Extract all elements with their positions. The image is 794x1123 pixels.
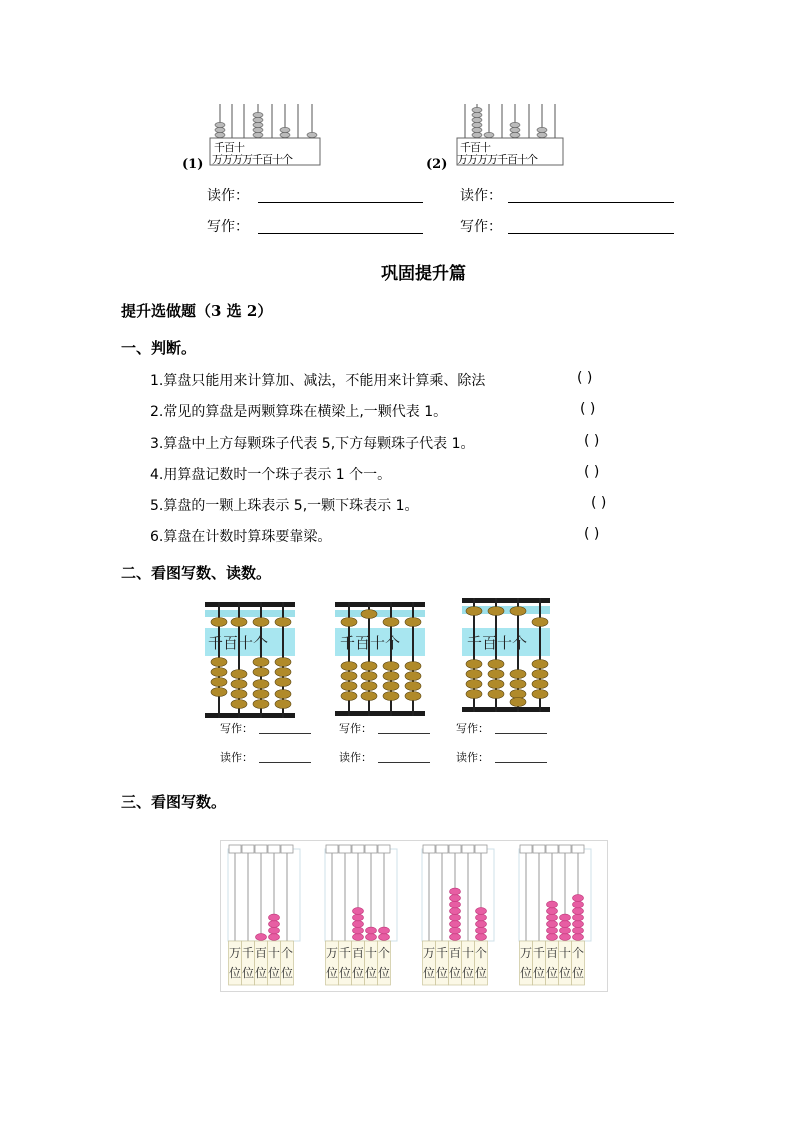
- place-label-bottom: 位: [280, 966, 294, 980]
- abacus-c-read-label: 读作：: [456, 751, 489, 764]
- place-label-top: 千: [338, 946, 352, 960]
- counting-bead: [573, 908, 584, 915]
- abacus-b: [335, 602, 425, 716]
- place-label-bottom: 位: [448, 966, 462, 980]
- abacus-a-write-blank[interactable]: [259, 733, 311, 734]
- place-label-bottom: 位: [558, 966, 572, 980]
- counting-bead: [476, 914, 487, 921]
- abacus-a-label: 千百十个: [208, 634, 269, 652]
- counting-bead: [573, 921, 584, 928]
- rod-cap: [255, 845, 267, 853]
- abacus-c: [462, 598, 550, 712]
- rod-cap: [559, 845, 571, 853]
- abacus-c-write-label: 写作：: [456, 722, 489, 735]
- counting-bead: [256, 934, 267, 941]
- counting-bead: [269, 921, 280, 928]
- abacus-b-read-blank[interactable]: [378, 762, 430, 763]
- abacus-a: [205, 602, 295, 718]
- counting-bead: [573, 895, 584, 902]
- counting-bead: [547, 908, 558, 915]
- counting-bead: [450, 934, 461, 941]
- rod-cap: [378, 845, 390, 853]
- abacus-a-read-blank[interactable]: [259, 762, 311, 763]
- question-4: 4.用算盘记数时一个珠子表示 1 个一。: [150, 467, 392, 483]
- counting-bead: [366, 934, 377, 941]
- rod-cap: [268, 845, 280, 853]
- place-label-bottom: 位: [228, 966, 242, 980]
- place-label-bottom: 位: [377, 966, 391, 980]
- counting-bead: [573, 901, 584, 908]
- abacus-c-write-blank[interactable]: [495, 733, 547, 734]
- counting-bead: [547, 921, 558, 928]
- item-1-write-label: 写作：: [207, 219, 249, 235]
- place-label-top: 千: [532, 946, 546, 960]
- rod-cap: [229, 845, 241, 853]
- section-3-title: 三、看图写数。: [121, 793, 227, 811]
- rod-cap: [326, 845, 338, 853]
- counting-bead: [573, 927, 584, 934]
- counting-bead: [560, 934, 571, 941]
- counting-bead: [353, 921, 364, 928]
- rod-cap: [281, 845, 293, 853]
- section-1-title: 一、判断。: [121, 339, 197, 357]
- item-1-read-label: 读作：: [207, 188, 249, 204]
- place-label-bottom: 位: [325, 966, 339, 980]
- answer-paren-1[interactable]: ( ): [577, 370, 593, 386]
- counting-bead: [269, 927, 280, 934]
- abacus-b-write-blank[interactable]: [378, 733, 430, 734]
- counting-bead: [353, 914, 364, 921]
- answer-paren-2[interactable]: ( ): [580, 401, 596, 417]
- place-label-bottom: 位: [435, 966, 449, 980]
- abacus-c-read-blank[interactable]: [495, 762, 547, 763]
- rod-cap: [365, 845, 377, 853]
- counting-bead: [450, 895, 461, 902]
- question-6: 6.算盘在计数时算珠要靠梁。: [150, 529, 332, 545]
- place-label-top: 万: [422, 946, 436, 960]
- place-label-top: 千: [241, 946, 255, 960]
- item-1-label: (1): [182, 157, 204, 172]
- counting-bead: [560, 921, 571, 928]
- rod-cap: [475, 845, 487, 853]
- abacus-2-top-labels: 千百十: [460, 141, 490, 154]
- item-2-write-blank[interactable]: [508, 233, 674, 234]
- place-label-top: 十: [267, 946, 281, 960]
- abacus-b-read-label: 读作：: [339, 751, 372, 764]
- rod-cap: [436, 845, 448, 853]
- place-label-top: 百: [448, 946, 462, 960]
- place-label-top: 百: [351, 946, 365, 960]
- counting-bead: [547, 914, 558, 921]
- answer-paren-4[interactable]: ( ): [584, 464, 600, 480]
- rod-cap: [520, 845, 532, 853]
- place-label-top: 十: [558, 946, 572, 960]
- counting-bead: [476, 908, 487, 915]
- counting-bead: [476, 921, 487, 928]
- counting-bead: [547, 901, 558, 908]
- abacus-b-label: 千百十个: [340, 634, 401, 652]
- place-label-bottom: 位: [461, 966, 475, 980]
- question-5: 5.算盘的一颗上珠表示 5,一颗下珠表示 1。: [150, 498, 419, 514]
- frame-outline: [228, 849, 300, 941]
- rod-cap: [423, 845, 435, 853]
- place-label-top: 万: [325, 946, 339, 960]
- counting-bead: [560, 914, 571, 921]
- counting-bead: [450, 927, 461, 934]
- item-2-write-label: 写作：: [460, 219, 502, 235]
- counting-bead: [366, 927, 377, 934]
- counting-bead: [476, 934, 487, 941]
- place-label-top: 万: [228, 946, 242, 960]
- elective-title: 提升选做题（3 选 2）: [121, 302, 273, 320]
- counting-bead: [560, 927, 571, 934]
- rod-cap: [339, 845, 351, 853]
- counting-frames-drawing: [221, 841, 607, 991]
- place-label-bottom: 位: [571, 966, 585, 980]
- counting-bead: [450, 921, 461, 928]
- counting-bead: [450, 908, 461, 915]
- counting-bead: [269, 934, 280, 941]
- answer-paren-3[interactable]: ( ): [584, 433, 600, 449]
- place-label-top: 百: [545, 946, 559, 960]
- abacus-c-label: 千百十个: [467, 634, 528, 652]
- place-label-bottom: 位: [519, 966, 533, 980]
- rod-cap: [533, 845, 545, 853]
- abacus-a-read-label: 读作：: [220, 751, 253, 764]
- counting-frames: [220, 840, 608, 992]
- rod-cap: [449, 845, 461, 853]
- rod-cap: [572, 845, 584, 853]
- place-label-bottom: 位: [241, 966, 255, 980]
- question-1: 1.算盘只能用来计算加、减法，不能用来计算乘、除法: [150, 373, 486, 389]
- place-label-bottom: 位: [364, 966, 378, 980]
- abacus-b-write-label: 写作：: [339, 722, 372, 735]
- item-2-label: (2): [426, 157, 448, 172]
- counting-bead: [379, 934, 390, 941]
- place-label-bottom: 位: [532, 966, 546, 980]
- answer-paren-5[interactable]: ( ): [591, 495, 607, 511]
- section-2-title: 二、看图写数、读数。: [121, 564, 272, 582]
- place-label-top: 万: [519, 946, 533, 960]
- item-2-read-label: 读作：: [460, 188, 502, 204]
- answer-paren-6[interactable]: ( ): [584, 526, 600, 542]
- place-label-top: 十: [461, 946, 475, 960]
- counting-bead: [450, 888, 461, 895]
- place-label-top: 百: [254, 946, 268, 960]
- question-2: 2.常见的算盘是两颗算珠在横梁上,一颗代表 1。: [150, 404, 448, 420]
- counting-bead: [547, 927, 558, 934]
- place-label-top: 千: [435, 946, 449, 960]
- place-label-top: 十: [364, 946, 378, 960]
- place-label-bottom: 位: [545, 966, 559, 980]
- counting-bead: [476, 927, 487, 934]
- counting-bead: [573, 914, 584, 921]
- abacus-1-top-labels: 千百十: [214, 141, 244, 154]
- counting-bead: [353, 934, 364, 941]
- item-1-write-blank[interactable]: [258, 233, 423, 234]
- place-label-top: 个: [280, 946, 294, 960]
- counting-bead: [379, 927, 390, 934]
- counting-bead: [353, 908, 364, 915]
- place-label-bottom: 位: [474, 966, 488, 980]
- place-label-top: 个: [474, 946, 488, 960]
- counting-bead: [269, 914, 280, 921]
- item-1-read-blank[interactable]: [258, 202, 423, 203]
- place-label-bottom: 位: [351, 966, 365, 980]
- rod-cap: [546, 845, 558, 853]
- rod-cap: [352, 845, 364, 853]
- counting-bead: [547, 934, 558, 941]
- place-label-top: 个: [571, 946, 585, 960]
- counting-bead: [573, 934, 584, 941]
- section-title: 巩固提升篇: [381, 264, 466, 284]
- counting-bead: [450, 914, 461, 921]
- abacus-1-bottom-labels: 万万万万千百十个: [212, 153, 292, 166]
- question-3: 3.算盘中上方每颗珠子代表 5,下方每颗珠子代表 1。: [150, 436, 475, 452]
- place-label-bottom: 位: [338, 966, 352, 980]
- abacus-2-bottom-labels: 万万万万千百十个: [457, 153, 537, 166]
- counting-bead: [353, 927, 364, 934]
- abacus-a-write-label: 写作：: [220, 722, 253, 735]
- item-2-read-blank[interactable]: [508, 202, 674, 203]
- rod-cap: [462, 845, 474, 853]
- rod-cap: [242, 845, 254, 853]
- place-label-bottom: 位: [422, 966, 436, 980]
- place-label-bottom: 位: [267, 966, 281, 980]
- place-label-bottom: 位: [254, 966, 268, 980]
- counting-bead: [450, 901, 461, 908]
- place-label-top: 个: [377, 946, 391, 960]
